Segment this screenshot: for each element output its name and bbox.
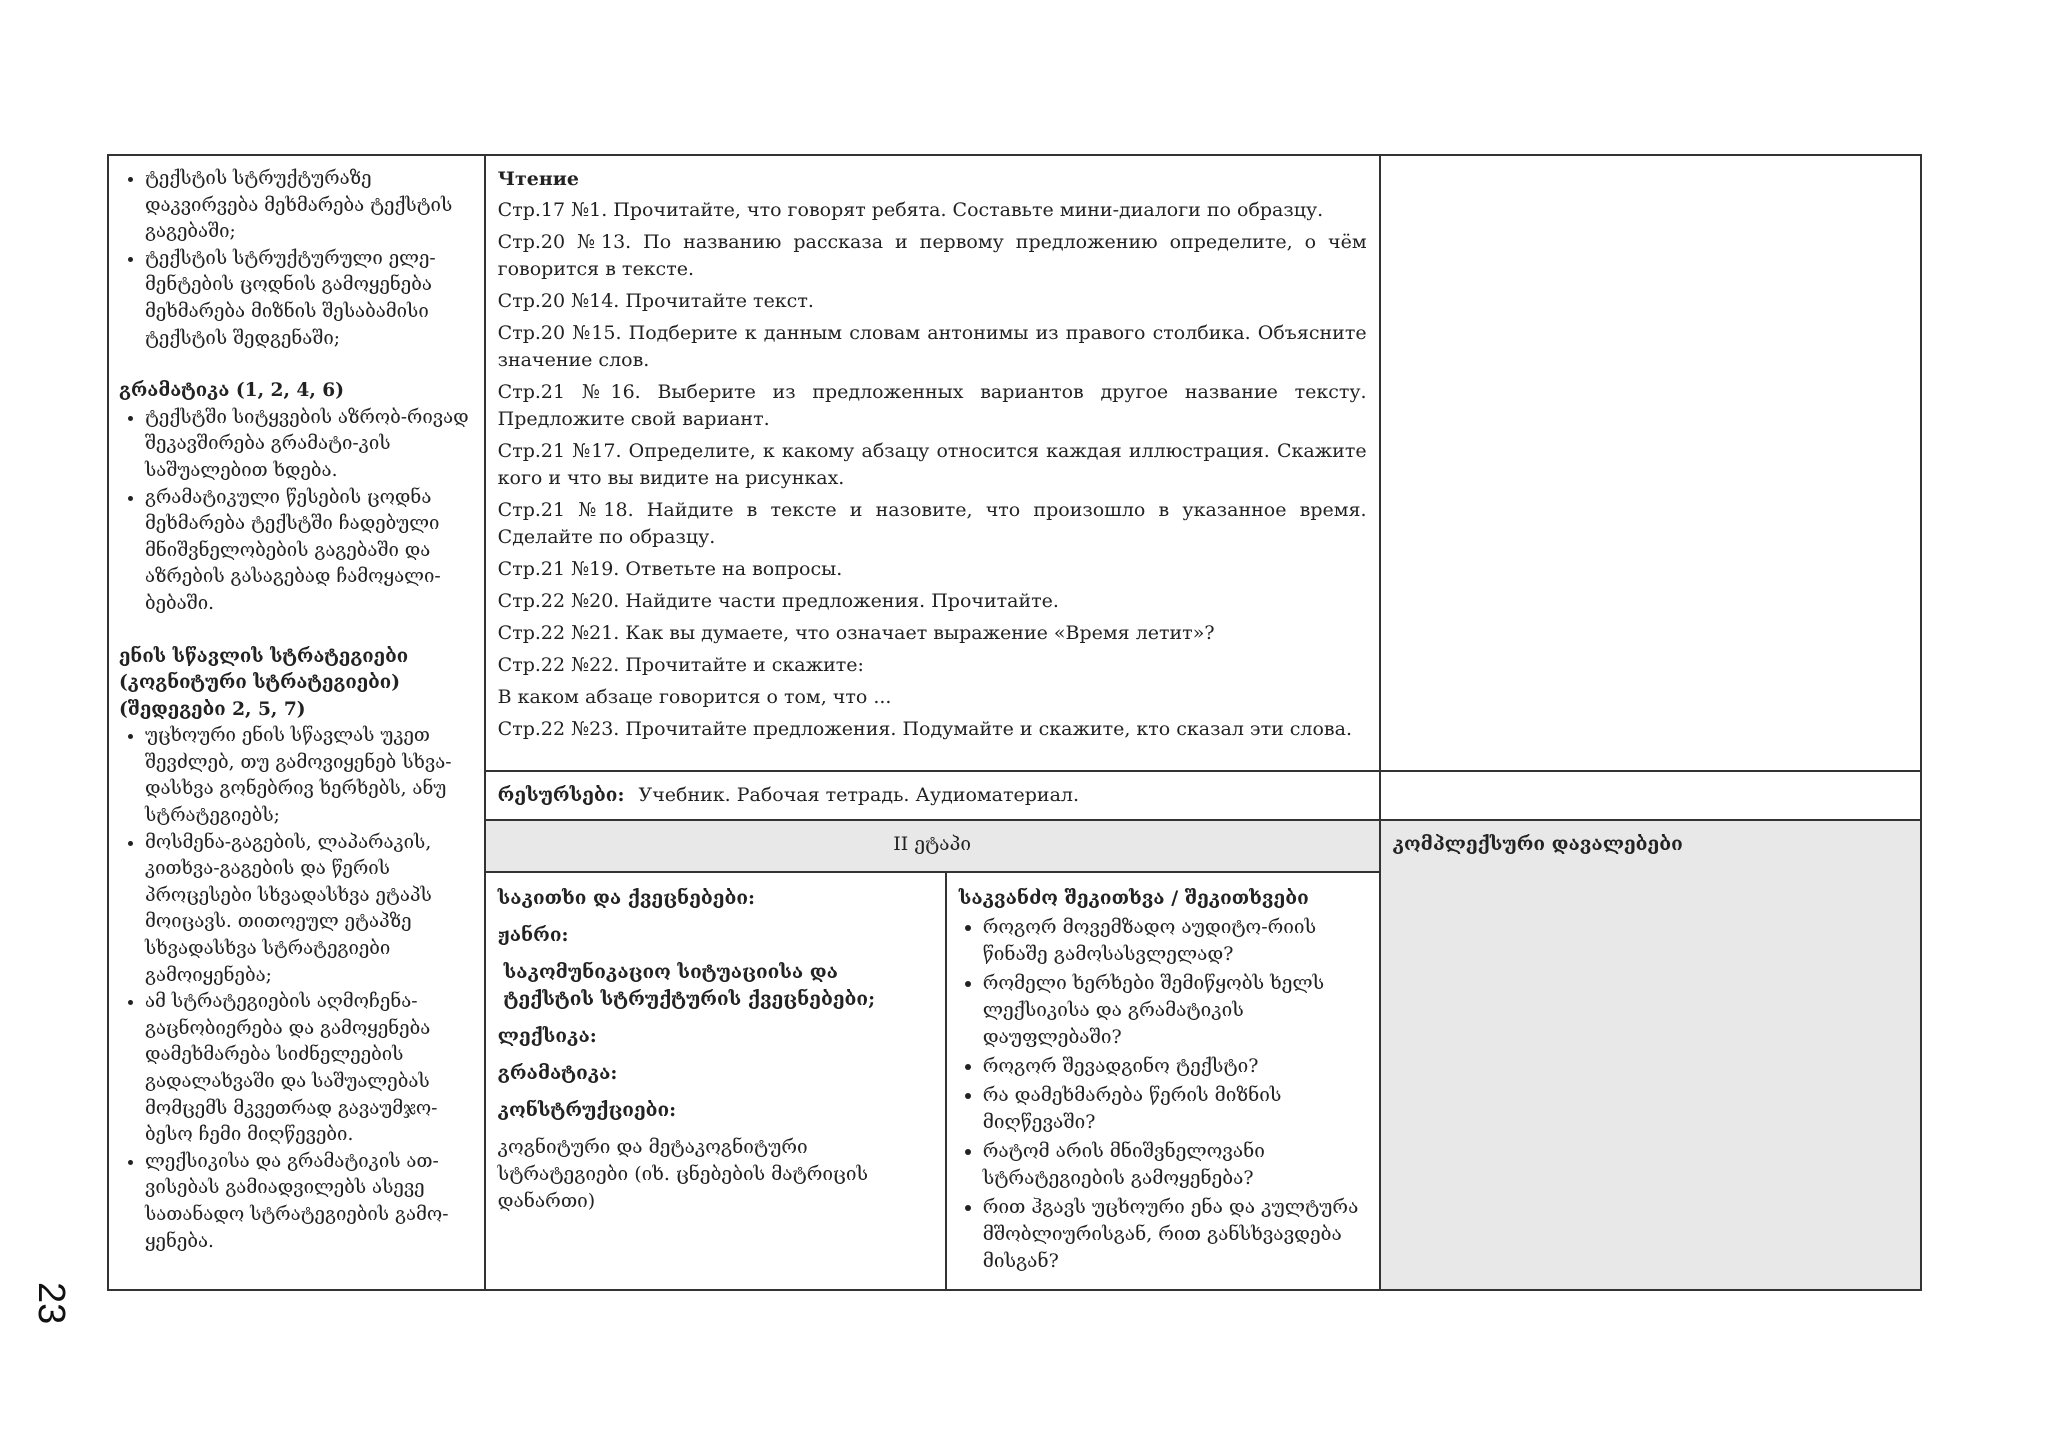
topics-cell (485, 872, 946, 1290)
communication-label: საკომუნიკაციო სიტუაციისა და ტექსტის სტრუქტურის ქვეცნებები; (503, 961, 876, 1010)
reading-task: Стр.22 №22. Прочитайте и скажите: (497, 654, 864, 676)
list-item: • რომელი ხერხები შემიწყობს ხელს ლექსიკისა და გრამატიკის დაუფლებაში? (983, 970, 1367, 1051)
reading-cell (485, 155, 1380, 771)
stage-title-cell (485, 820, 1380, 872)
key-questions-heading: საკვანძო შეკითხვა / შეკითხვები (958, 887, 1309, 909)
list-item: • როგორ მოვემზადო აუდიტო-რიის წინაშე გამოსასვლელად? (983, 914, 1367, 968)
reading-task: В каком абзаце говорится о том, что ... (497, 686, 892, 708)
strategies-heading: ენის სწავლის სტრატეგიები (კოგნიტური სტრატეგიები) (შედეგები 2, 5, 7) (119, 645, 409, 720)
resources-label: რესურსები: (497, 784, 625, 806)
list-item: • მოსმენა-გაგების, ლაპარაკის, კითხვა-გაგების და წერის პროცესები სხვადასხვა ეტაპს მოიცავს. თითოეულ ეტაპზე სხვადასხვა სტრატეგიები გამოიყენება; (145, 830, 474, 990)
strategies-text: კოგნიტური და მეტაკოგნიტური სტრატეგიები (იხ. ცნებების მატრიცის დანართი) (497, 1136, 869, 1212)
list-item: • ტექსტის სტრუქტურაზე დაკვირვება მეხმარება ტექსტის გაგებაში; (145, 166, 474, 246)
reading-task: Стр.20 №13. По названию рассказа и первому предложению определите, о чём говорится в тексте. (497, 231, 1367, 280)
reading-task: Стр.20 №14. Прочитайте текст. (497, 290, 814, 312)
reading-task: Стр.22 №21. Как вы думаете, что означает выражение «Время летит»? (497, 622, 1215, 644)
constructions-label: კონსტრუქციები: (497, 1099, 677, 1121)
strategies-list (119, 723, 474, 1255)
stage-title: II ეტაპი (893, 833, 971, 855)
key-questions-list (959, 914, 1367, 1275)
lesson-plan-table (107, 154, 1922, 1291)
reading-task: Стр.21 №17. Определите, к какому абзацу относится каждая иллюстрация. Скажите кого и что вы видите на рисунках. (497, 440, 1367, 489)
intro-list (119, 166, 474, 352)
reading-task: Стр.21 №18. Найдите в тексте и назовите, что произошло в указанное время. Сделайте по образцу. (497, 499, 1367, 548)
list-item: • ტექსტში სიტყვების აზრობ-რივად შეკავშირება გრამატი-კის საშუალებით ხდება. (145, 405, 474, 485)
list-item: • უცხოური ენის სწავლას უკეთ შევძლებ, თუ გამოვიყენებ სხვა-დასხვა გონებრივ ხერხებს, ანუ სტრატეგიებს; (145, 723, 474, 829)
reading-task: Стр.17 №1. Прочитайте, что говорят ребята. Составьте мини-диалоги по образцу. (497, 199, 1324, 221)
page-number: 23 (30, 1282, 72, 1325)
reading-title: Чтение (497, 168, 579, 190)
grammar-label: გრამატიკა: (497, 1062, 618, 1084)
list-item: • რატომ არის მნიშვნელოვანი სტრატეგიების გამოყენება? (983, 1138, 1367, 1192)
complex-tasks-cell (1380, 820, 1921, 1290)
list-item: • ლექსიკისა და გრამატიკის ათ-ვისებას გამიადვილებს ასევე სათანადო სტრატეგიების გამო-ყენება. (145, 1149, 474, 1255)
list-item: • გრამატიკული წესების ცოდნა მეხმარება ტექსტში ჩადებული მნიშვნელობების გაგებაში და აზრების გასაგებად ჩამოყალი-ბებაში. (145, 485, 474, 618)
list-item: • როგორ შევადგინო ტექსტი? (983, 1053, 1367, 1080)
resources-cell (485, 771, 1380, 820)
list-item: • ამ სტრატეგიების აღმოჩენა-გაცნობიერება და გამოყენება დამეხმარება სიძნელეების გადალახვაში და საშუალებას მომცემს მკვეთრად გავაუმჯო-ბესო ჩემი მიღწევები. (145, 989, 474, 1149)
reading-task: Стр.21 №16. Выберите из предложенных вариантов другое название тексту. Предложите свой вариант. (497, 381, 1367, 430)
reading-task: Стр.22 №20. Найдите части предложения. Прочитайте. (497, 590, 1059, 612)
topics-heading: საკითხი და ქვეცნებები: (497, 887, 755, 909)
grammar-heading: გრამატიკა (1, 2, 4, 6) (119, 380, 345, 402)
empty-cell (1380, 155, 1921, 771)
reading-task: Стр.21 №19. Ответьте на вопросы. (497, 558, 843, 580)
list-item: • რა დამეხმარება წერის მიზნის მიღწევაში? (983, 1082, 1367, 1136)
left-column-cell (108, 155, 485, 1290)
reading-task: Стр.20 №15. Подберите к данным словам антонимы из правого столбика. Объясните значение слов. (497, 322, 1367, 371)
list-item: • ტექსტის სტრუქტურული ელე-მენტების ცოდნის გამოყენება მეხმარება მიზნის შესაბამისი ტექსტის შედგენაში; (145, 246, 474, 352)
grammar-list (119, 405, 474, 618)
empty-cell (1380, 771, 1921, 820)
complex-tasks-title: კომპლექსური დავალებები (1392, 833, 1683, 855)
resources-text: Учебник. Рабочая тетрадь. Аудиоматериал. (638, 784, 1080, 806)
list-item: • რით ჰგავს უცხოური ენა და კულტურა მშობლიურისგან, რით განსხვავდება მისგან? (983, 1194, 1367, 1275)
key-questions-cell (946, 872, 1380, 1290)
vocabulary-label: ლექსიკა: (497, 1025, 597, 1047)
reading-task: Стр.22 №23. Прочитайте предложения. Подумайте и скажите, кто сказал эти слова. (497, 718, 1352, 740)
genre-label: ჟანრი: (497, 924, 569, 946)
